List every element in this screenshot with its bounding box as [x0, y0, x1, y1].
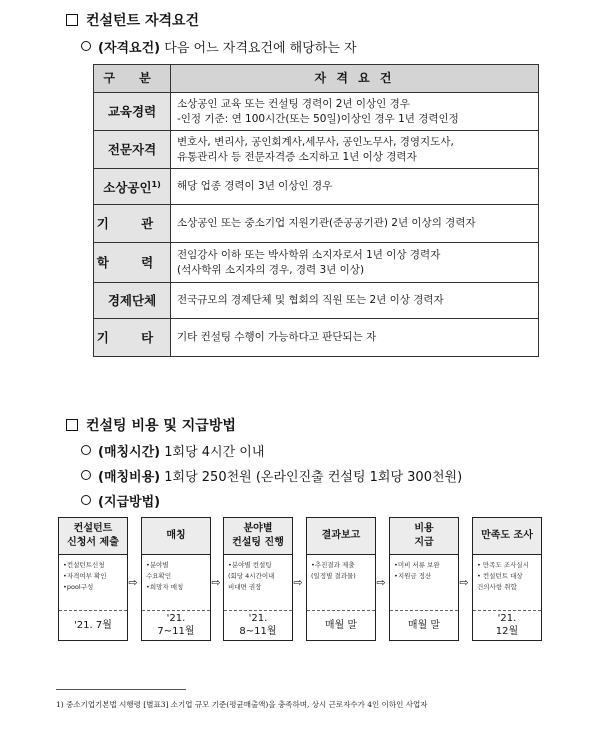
flow-step-title: 분야별 컨설팅 진행	[224, 518, 292, 555]
flow-step-title: 비용 지급	[390, 518, 458, 555]
flow-step-body: • 만족도 조사실시 • 컨설턴트 대상 건의사항 취합	[473, 555, 541, 611]
table-row	[94, 243, 539, 283]
flow-step-body: •컨설턴트신청 •자격여부 확인 •pool구성	[59, 555, 127, 611]
row-content: 소상공인 교육 또는 컨설팅 경력이 2년 이상인 경우 -인정 기준: 연 100시간(또는 50일)이상인 경우 1년 경력인정	[171, 93, 539, 131]
arrow-right-icon: ⇨	[376, 576, 386, 589]
flow-step-date: '21. 7~11월	[157, 613, 195, 637]
arrow-right-icon: ⇨	[211, 576, 221, 589]
footnote-mark: 1)	[151, 180, 161, 190]
flow-step-consulting	[223, 517, 293, 641]
row-label: 소상공인$^{1)}$	[94, 169, 171, 205]
footnote-divider	[56, 689, 186, 690]
flow-step-title: 컨설턴트 신청서 제출	[59, 518, 127, 555]
table-row	[94, 131, 539, 169]
row-label: 교육경력	[94, 93, 171, 131]
row-label: 기 타	[94, 319, 171, 357]
table-header-row	[94, 65, 539, 93]
checkbox-square-icon	[66, 419, 78, 431]
flow-step-payment	[389, 517, 459, 641]
row-label: 전문자격	[94, 131, 171, 169]
row-content: 소상공인 또는 중소기업 지원기관(준공공기관) 2년 이상의 경력자	[171, 205, 539, 243]
flow-step-date: '21. 7월	[74, 619, 112, 631]
flow-step-title: 만족도 조사	[473, 518, 541, 555]
row-label: 기 관	[94, 205, 171, 243]
footnote: 1) 중소기업기본법 시행령 [별표3] 소기업 규모 기준(평균매출액)을 충족하며, 상시 근로자수가 4인 이하인 사업자	[56, 700, 428, 709]
flow-step-date: 매월 말	[407, 619, 441, 631]
flow-step-body: •분야별 컨설팅 (회당 4시간이내 비대면 권장	[224, 555, 292, 611]
row-label: 학 력	[94, 243, 171, 283]
table-row	[94, 283, 539, 319]
circle-bullet-icon	[81, 470, 91, 480]
row-content: 해당 업종 경력이 3년 이상인 경우	[171, 169, 539, 205]
header-category: 구 분	[94, 65, 171, 93]
arrow-right-icon: ⇨	[293, 576, 303, 589]
arrow-right-icon: ⇨	[459, 576, 469, 589]
row-content: 변호사, 변리사, 공인회계사,세무사, 공인노무사, 경영지도사, 유통관리사 등 전문자격증 소지하고 1년 이상 경력자	[171, 131, 539, 169]
row-content: 전임강사 이하 또는 박사학위 소지자로서 1년 이상 경력자 (석사학위 소지자의 경우, 경력 3년 이상)	[171, 243, 539, 283]
flow-step-application	[58, 517, 128, 641]
circle-bullet-icon	[81, 495, 91, 505]
flow-step-date: '21. 12월	[495, 613, 519, 637]
circle-bullet-icon	[81, 445, 91, 455]
matching-cost-item: (매칭비용) 1회당 250천원 (온라인진출 컨설팅 1회당 300천원)	[81, 466, 462, 485]
flow-step-title: 결과보고	[307, 518, 375, 555]
arrow-right-icon: ⇨	[128, 576, 138, 589]
table-row	[94, 319, 539, 357]
payment-method-item: (지급방법)	[81, 491, 160, 510]
flow-step-body: •추진결과 제출 (일정별 결과물)	[307, 555, 375, 611]
section-title-consultant-qualification: 컨설턴트 자격요건	[66, 10, 199, 30]
row-content: 전국규모의 경제단체 및 협회의 직원 또는 2년 이상 경력자	[171, 283, 539, 319]
table-row	[94, 205, 539, 243]
section-title-consulting-cost: 컨설팅 비용 및 지급방법	[66, 415, 236, 435]
table-row	[94, 93, 539, 131]
flow-step-report	[306, 517, 376, 641]
row-label: 경제단체	[94, 283, 171, 319]
flow-step-matching	[141, 517, 211, 641]
flow-step-body: •분야별 수요확인 •희망자 매칭	[142, 555, 210, 611]
qualification-subheading: (자격요건) 다음 어느 자격요건에 해당하는 자	[81, 37, 357, 56]
table-row	[94, 169, 539, 205]
flow-step-date: '21. 8~11월	[239, 613, 277, 637]
flow-step-title: 매칭	[142, 518, 210, 555]
flow-step-date: 매월 말	[324, 619, 358, 631]
flow-step-body: •미비 서류 보완 •지원금 정산	[390, 555, 458, 611]
matching-time-item: (매칭시간) 1회당 4시간 이내	[81, 441, 264, 460]
qualification-table	[93, 64, 539, 357]
row-content: 기타 컨설팅 수행이 가능하다고 판단되는 자	[171, 319, 539, 357]
flow-step-satisfaction	[472, 517, 542, 641]
checkbox-square-icon	[66, 14, 78, 26]
header-requirements: 자 격 요 건	[171, 65, 539, 93]
circle-bullet-icon	[81, 41, 91, 51]
